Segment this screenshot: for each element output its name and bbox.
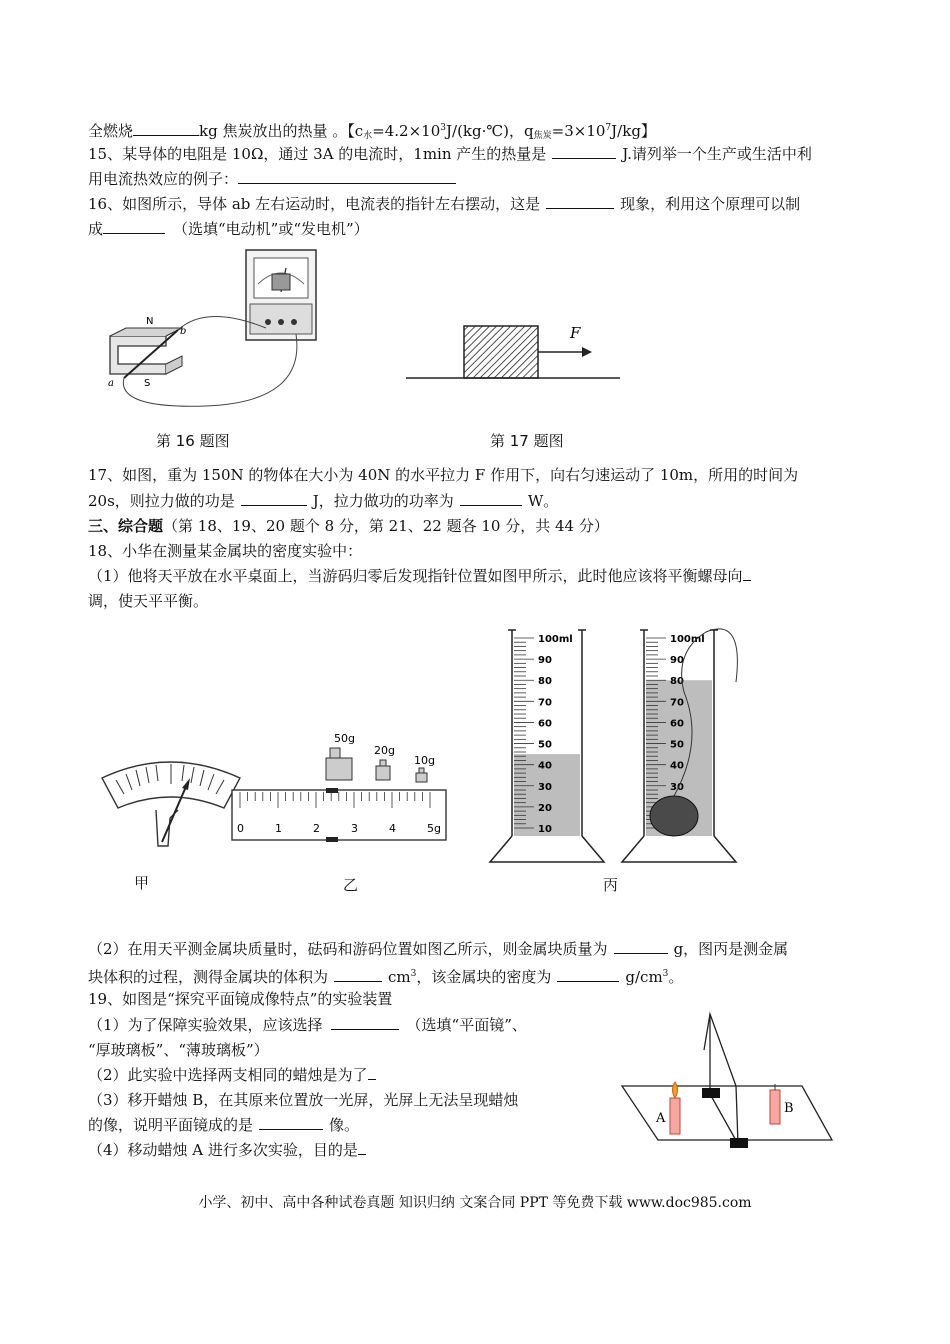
block — [464, 326, 538, 378]
flame-icon — [673, 1082, 678, 1098]
q16-text2: 成 — [88, 220, 104, 238]
cylinders-figure — [480, 622, 760, 872]
q18-p2-text-mid: g，图丙是测金属 — [673, 940, 789, 958]
section3-heading — [88, 515, 609, 537]
ruler-tick-label: 1 — [275, 822, 282, 835]
fig17-caption: 第 17 题图 — [490, 432, 564, 450]
weight-20g-icon — [376, 766, 390, 780]
weight-10g-icon — [416, 773, 427, 782]
q16-text: 16、如图所示，导体 ab 左右运动时，电流表的指针左右摆动，这是 — [88, 195, 541, 213]
q19-p2-text: （2）此实验中选择两支相同的蜡烛是为了 — [88, 1066, 368, 1084]
conductor-a-label: a — [108, 378, 114, 389]
cylinder-label: 90 — [670, 655, 684, 667]
ruler-tick-label: 0 — [237, 822, 244, 835]
cylinder-label: 70 — [670, 697, 684, 709]
q15-blank1[interactable] — [552, 144, 616, 159]
q19-blank4[interactable] — [358, 1140, 366, 1155]
q14-text: kg 焦炭放出的热量 。【c — [199, 122, 364, 140]
q18-p1-text: （1）他将天平放在水平桌面上，当游码归零后发现指针位置如图甲所示，此时他应该将平衡螺母向 — [88, 567, 743, 585]
q17-line2 — [88, 490, 558, 512]
cylinder-label: 60 — [538, 718, 552, 730]
fig-jia-caption: 甲 — [134, 874, 150, 892]
q19-p4 — [88, 1139, 366, 1161]
q17-text-mid: J，拉力做功的功率为 — [312, 492, 454, 510]
cylinder-label: 50 — [670, 739, 684, 751]
ruler-tick-label: 5g — [427, 822, 441, 835]
cylinder-label: 20 — [538, 802, 552, 814]
q15-line1 — [88, 143, 812, 165]
balance-pointer-figure — [96, 750, 246, 850]
q18-blank3[interactable] — [334, 967, 382, 982]
candle-b-label: B — [784, 1101, 794, 1116]
fig16-caption: 第 16 题图 — [156, 432, 230, 450]
q19-intro: 19、如图是“探究平面镜成像特点”的实验装置 — [88, 990, 393, 1008]
metal-block — [650, 796, 698, 836]
ruler-tick-label: 3 — [351, 822, 358, 835]
q16-blank1[interactable] — [546, 194, 614, 209]
q17-blank1[interactable] — [241, 491, 307, 506]
q19-p3-text: 的像，说明平面镜成的是 — [88, 1116, 254, 1134]
weights-ruler-figure — [230, 722, 450, 852]
rider-top — [326, 788, 338, 793]
cylinder-label: 80 — [670, 676, 684, 688]
q19-blank1[interactable] — [331, 1015, 399, 1030]
table-plane — [622, 1086, 832, 1140]
q14-sub-water: 水 — [363, 131, 373, 141]
q16-line2 — [88, 218, 369, 240]
generator-figure — [96, 244, 326, 414]
section3-note: （第 18、19、20 题个 8 分，第 21、22 题各 10 分，共 44 分） — [163, 517, 609, 535]
q14-prefix: 全燃烧 — [88, 122, 134, 140]
q19-blank2[interactable] — [368, 1065, 376, 1080]
q18-p2-text: （2）在用天平测金属块质量时，砝码和游码位置如图乙所示，则金属块质量为 — [88, 940, 608, 958]
magnet-s-label: S — [144, 378, 151, 389]
q18-p2-exp: 3 — [410, 969, 417, 979]
candle-a-icon — [670, 1098, 680, 1134]
fig-yi-caption: 乙 — [343, 876, 359, 894]
cylinder-label: 50 — [538, 739, 552, 751]
q16-text2-end: （选填“电动机”或“发电机”） — [173, 220, 369, 238]
cylinder-right — [622, 629, 737, 862]
q17-blank2[interactable] — [460, 491, 522, 506]
cylinder-label: 60 — [670, 718, 684, 730]
cylinder-label: 90 — [538, 655, 552, 667]
q15-text2: 用电流热效应的例子： — [88, 170, 239, 188]
force-label: F — [570, 324, 581, 342]
cylinder-label: 70 — [538, 697, 552, 709]
q17-text-end: W。 — [527, 492, 559, 510]
q18-blank4[interactable] — [557, 967, 619, 982]
cylinder-base — [622, 836, 736, 862]
q17-text: 20s，则拉力做的功是 — [88, 492, 235, 510]
q18-p2-text2: 块体积的过程，测得金属块的体积为 — [88, 968, 329, 986]
q14-exp2: 7 — [605, 123, 612, 133]
cylinder-label: 30 — [670, 781, 684, 793]
q14-unit1: J/(kg·℃)，q — [446, 122, 534, 140]
conductor-b-label: b — [180, 326, 187, 337]
section3-title: 三、综合题 — [88, 517, 164, 535]
q15-line2 — [88, 168, 456, 190]
q18-p2-exp2: 3 — [662, 969, 669, 979]
cylinder-label: 40 — [538, 760, 552, 772]
q18-blank1[interactable] — [743, 566, 751, 581]
q19-p4-text: （4）移动蜡烛 A 进行多次实验，目的是 — [88, 1141, 358, 1159]
weight-50g-icon — [326, 758, 352, 780]
fig-bing-caption: 丙 — [603, 876, 619, 894]
q14-exp1: 3 — [440, 123, 446, 133]
footer: 小学、初中、高中各种试卷真题 知识归纳 文案合同 PPT 等免费下载 www.doc985.com — [198, 1195, 752, 1211]
q14-unit2: J/kg】 — [611, 122, 656, 140]
mirror-experiment-figure — [618, 1010, 836, 1152]
ruler-tick-label: 2 — [313, 822, 320, 835]
q15-text-end: J.请列举一个生产或生活中利 — [622, 145, 812, 163]
q19-p3-end: 像。 — [329, 1116, 360, 1134]
weight-20g-label: 20g — [374, 744, 395, 757]
cylinder-label: 10 — [538, 824, 552, 835]
magnet-n-label: N — [146, 316, 154, 327]
q18-blank2[interactable] — [614, 939, 668, 954]
q14-c-value: =4.2×10 — [372, 122, 441, 140]
cylinder-left — [490, 630, 604, 862]
candle-a-label: A — [656, 1111, 666, 1126]
q18-intro: 18、小华在测量某金属块的密度实验中： — [88, 542, 363, 560]
q18-p2-unit: cm — [388, 968, 411, 986]
q18-p2-line2 — [88, 963, 683, 988]
q18-p1-line2: 调，使天平平衡。 — [88, 592, 209, 610]
cylinder-label: 100ml — [670, 634, 705, 645]
q18-p2-end: 。 — [668, 968, 684, 986]
q18-p2-unit2: g/cm — [625, 968, 663, 986]
cylinder-label: 100ml — [538, 634, 573, 645]
q19-p3-line2 — [88, 1114, 359, 1136]
q15-text: 15、某导体的电阻是 10Ω，通过 3A 的电流时，1min 产生的热量是 — [88, 145, 547, 163]
q14-q-value: =3×10 — [551, 122, 606, 140]
q14-blank[interactable] — [133, 121, 199, 136]
q16-line1 — [88, 193, 800, 215]
block-force-figure — [404, 312, 624, 384]
magnet-icon — [110, 336, 166, 374]
q18-p1-line1 — [88, 565, 751, 587]
q19-blank3[interactable] — [259, 1115, 323, 1130]
cylinder-label: 80 — [538, 676, 552, 688]
q15-blank2[interactable] — [238, 169, 456, 184]
weight-10g-label: 10g — [414, 754, 435, 767]
q19-p1-text: （1）为了保障实验效果，应该选择 — [88, 1016, 323, 1034]
cylinder-base — [490, 836, 604, 862]
cylinder-label: 40 — [670, 760, 684, 772]
q18-p2-line1 — [88, 938, 788, 960]
weight-50g-label: 50g — [334, 732, 355, 745]
q16-text-end: 现象，利用这个原理可以制 — [620, 195, 801, 213]
ruler-tick-label: 4 — [389, 822, 396, 835]
q14-sub-coke: 焦炭 — [533, 131, 552, 141]
q19-p2 — [88, 1064, 376, 1086]
rider-bottom — [326, 837, 338, 842]
q19-p1-line2: “厚玻璃板”、“薄玻璃板”） — [88, 1041, 269, 1059]
q17-line1: 17、如图，重为 150N 的物体在大小为 40N 的水平拉力 F 作用下，向右匀速运动了 10m，所用的时间为 — [88, 466, 799, 484]
q19-p3-line1: （3）移开蜡烛 B，在其原来位置放一光屏，光屏上无法呈现蜡烛 — [88, 1091, 519, 1109]
q16-blank2[interactable] — [103, 219, 165, 234]
q19-p1 — [88, 1014, 527, 1036]
q18-p2-text-mid2: ，该金属块的密度为 — [416, 968, 552, 986]
cylinder-label: 30 — [538, 781, 552, 793]
candle-b-icon — [770, 1090, 780, 1124]
q19-p1-end: （选填“平面镜”、 — [406, 1016, 527, 1034]
